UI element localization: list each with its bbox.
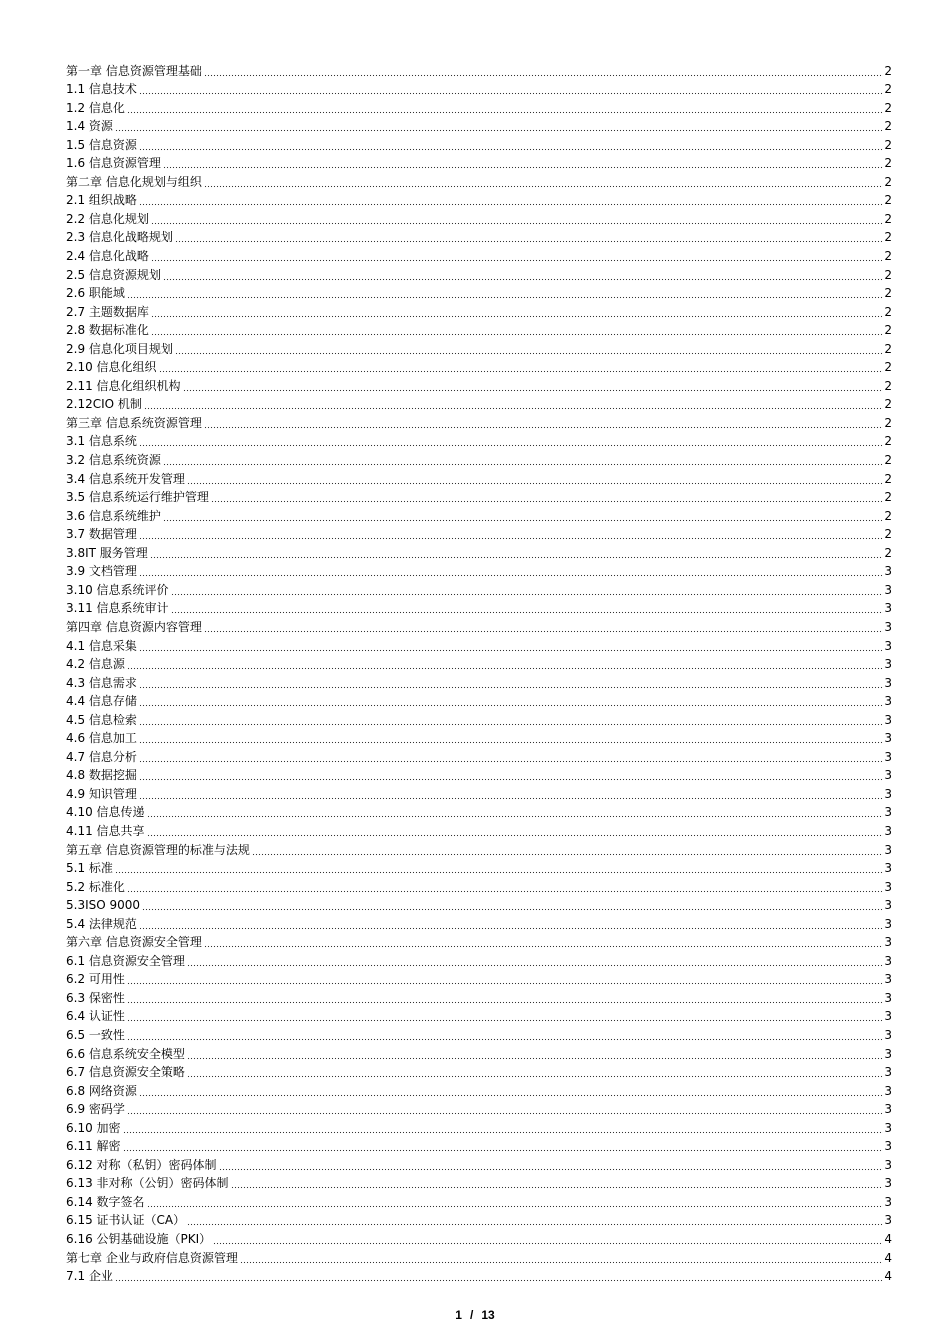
toc-entry-title: 6.12 对称（私钥）密码体制 <box>66 1157 217 1172</box>
toc-entry-title: 3.9 文档管理 <box>66 564 137 579</box>
toc-entry-title: 4.5 信息检索 <box>66 712 137 727</box>
toc-entry[interactable] <box>66 1081 892 1100</box>
toc-entry-page-number: 3 <box>884 953 892 968</box>
toc-entry-page-number: 2 <box>884 174 892 189</box>
toc-entry[interactable] <box>66 172 892 191</box>
dot-leader <box>115 1269 883 1282</box>
toc-entry-page-number: 2 <box>884 545 892 560</box>
dot-leader <box>139 750 883 763</box>
toc-entry-page-number: 3 <box>884 564 892 579</box>
toc-entry[interactable] <box>66 1063 892 1082</box>
toc-entry-title: 6.7 信息资源安全策略 <box>66 1065 185 1080</box>
toc-entry-title: 6.2 可用性 <box>66 972 125 987</box>
toc-entry-page-number: 3 <box>884 731 892 746</box>
toc-entry[interactable] <box>66 488 892 507</box>
dot-leader <box>151 323 883 336</box>
toc-entry-title: 第三章 信息系统资源管理 <box>66 415 202 430</box>
toc-entry-title: 4.10 信息传递 <box>66 805 145 820</box>
toc-entry-title: 6.6 信息系统安全模型 <box>66 1046 185 1061</box>
toc-entry-page-number: 3 <box>884 638 892 653</box>
toc-entry-page-number: 3 <box>884 972 892 987</box>
toc-entry[interactable] <box>66 228 892 247</box>
toc-entry-page-number: 2 <box>884 323 892 338</box>
toc-entry-page-number: 2 <box>884 508 892 523</box>
toc-entry[interactable] <box>66 506 892 525</box>
toc-entry[interactable] <box>66 803 892 822</box>
dot-leader <box>163 156 883 169</box>
toc-entry[interactable] <box>66 1248 892 1267</box>
toc-entry[interactable] <box>66 747 892 766</box>
dot-leader <box>139 731 883 744</box>
dot-leader <box>139 138 883 151</box>
toc-entry-page-number: 2 <box>884 527 892 542</box>
toc-entry-title: 3.2 信息系统资源 <box>66 453 161 468</box>
toc-entry[interactable] <box>66 859 892 878</box>
toc-entry[interactable] <box>66 543 892 562</box>
toc-entry[interactable] <box>66 117 892 136</box>
toc-entry-title: 6.5 一致性 <box>66 1027 125 1042</box>
dot-leader <box>171 583 884 596</box>
toc-entry[interactable] <box>66 358 892 377</box>
dot-leader <box>159 360 884 373</box>
dot-leader <box>204 935 884 948</box>
dot-leader <box>127 1009 883 1022</box>
dot-leader <box>252 843 884 856</box>
toc-entry-title: 6.4 认证性 <box>66 1009 125 1024</box>
toc-entry[interactable] <box>66 580 892 599</box>
toc-entry-page-number: 3 <box>884 1065 892 1080</box>
toc-entry-title: 4.2 信息源 <box>66 657 125 672</box>
toc-entry-title: 3.5 信息系统运行维护管理 <box>66 490 209 505</box>
toc-entry[interactable] <box>66 1174 892 1193</box>
toc-entry-title: 7.1 企业 <box>66 1269 113 1284</box>
toc-entry[interactable] <box>66 1211 892 1230</box>
dot-leader <box>139 1084 883 1097</box>
toc-entry[interactable] <box>66 562 892 581</box>
toc-entry[interactable] <box>66 61 892 80</box>
dot-leader <box>219 1158 884 1171</box>
toc-entry-title: 5.2 标准化 <box>66 879 125 894</box>
toc-entry-page-number: 3 <box>884 712 892 727</box>
dot-leader <box>127 991 883 1004</box>
dot-leader <box>204 64 884 77</box>
dot-leader <box>183 379 884 392</box>
toc-entry-title: 3.6 信息系统维护 <box>66 508 161 523</box>
dot-leader <box>127 880 883 893</box>
toc-entry-title: 2.5 信息资源规划 <box>66 267 161 282</box>
toc-entry-page-number: 3 <box>884 694 892 709</box>
toc-entry-page-number: 2 <box>884 249 892 264</box>
toc-entry[interactable] <box>66 766 892 785</box>
dot-leader <box>139 713 883 726</box>
toc-entry[interactable] <box>66 469 892 488</box>
dot-leader <box>171 601 884 614</box>
toc-entry-title: 4.7 信息分析 <box>66 749 137 764</box>
toc-entry-title: 6.1 信息资源安全管理 <box>66 953 185 968</box>
dot-leader <box>147 805 884 818</box>
toc-entry-title: 5.1 标准 <box>66 861 113 876</box>
dot-leader <box>115 861 883 874</box>
toc-entry-title: 4.8 数据挖掘 <box>66 768 137 783</box>
toc-entry-title: 3.4 信息系统开发管理 <box>66 471 185 486</box>
toc-entry-title: 4.1 信息采集 <box>66 638 137 653</box>
toc-entry-title: 4.6 信息加工 <box>66 731 137 746</box>
toc-entry-title: 4.9 知识管理 <box>66 786 137 801</box>
toc-entry-title: 2.3 信息化战略规划 <box>66 230 173 245</box>
toc-entry[interactable] <box>66 1025 892 1044</box>
toc-entry[interactable] <box>66 1007 892 1026</box>
dot-leader <box>204 175 884 188</box>
toc-entry-page-number: 2 <box>884 211 892 226</box>
dot-leader <box>151 305 883 318</box>
dot-leader <box>139 694 883 707</box>
toc-entry[interactable] <box>66 302 892 321</box>
toc-entry[interactable] <box>66 1229 892 1248</box>
toc-entry[interactable] <box>66 1118 892 1137</box>
toc-entry-page-number: 3 <box>884 898 892 913</box>
toc-entry-title: 6.10 加密 <box>66 1120 121 1135</box>
toc-entry[interactable] <box>66 636 892 655</box>
dot-leader <box>163 453 883 466</box>
toc-entry[interactable] <box>66 246 892 265</box>
toc-entry-page-number: 3 <box>884 916 892 931</box>
toc-entry[interactable] <box>66 988 892 1007</box>
toc-entry[interactable] <box>66 1192 892 1211</box>
page-separator: / <box>469 1308 474 1322</box>
dot-leader <box>127 657 883 670</box>
toc-entry-title: 第二章 信息化规划与组织 <box>66 174 202 189</box>
toc-entry[interactable] <box>66 191 892 210</box>
toc-entry[interactable] <box>66 450 892 469</box>
toc-entry-title: 4.4 信息存储 <box>66 694 137 709</box>
toc-entry-title: 3.7 数据管理 <box>66 527 137 542</box>
dot-leader <box>123 1139 884 1152</box>
toc-entry-page-number: 3 <box>884 786 892 801</box>
toc-entry[interactable] <box>66 135 892 154</box>
toc-entry-page-number: 3 <box>884 601 892 616</box>
dot-leader <box>187 472 883 485</box>
toc-entry-page-number: 2 <box>884 490 892 505</box>
dot-leader <box>211 490 883 503</box>
toc-entry-title: 2.7 主题数据库 <box>66 304 149 319</box>
toc-entry[interactable] <box>66 970 892 989</box>
toc-entry-page-number: 4 <box>884 1232 892 1246</box>
dot-leader <box>127 1102 883 1115</box>
dot-leader <box>163 268 883 281</box>
toc-entry-page-number: 2 <box>884 193 892 208</box>
toc-entry[interactable] <box>66 655 892 674</box>
toc-entry-page-number: 2 <box>884 230 892 245</box>
toc-entry-title: 第六章 信息资源安全管理 <box>66 935 202 950</box>
dot-leader <box>213 1232 883 1245</box>
dot-leader <box>139 768 883 781</box>
toc-entry-title: 2.4 信息化战略 <box>66 249 149 264</box>
toc-entry-title: 2.12CIO 机制 <box>66 397 142 412</box>
toc-entry-page-number: 2 <box>884 100 892 115</box>
toc-entry[interactable] <box>66 784 892 803</box>
toc-entry[interactable] <box>66 617 892 636</box>
dot-leader <box>147 824 884 837</box>
toc-entry-title: 3.10 信息系统评价 <box>66 582 169 597</box>
toc-entry-page-number: 3 <box>884 805 892 820</box>
toc-entry-title: 2.1 组织战略 <box>66 193 137 208</box>
toc-entry-page-number: 3 <box>884 1083 892 1098</box>
toc-entry-title: 2.9 信息化项目规划 <box>66 341 173 356</box>
toc-entry-page-number: 3 <box>884 1027 892 1042</box>
dot-leader <box>115 119 883 132</box>
dot-leader <box>151 212 883 225</box>
toc-entry[interactable] <box>66 673 892 692</box>
page-number-footer <box>0 1308 950 1322</box>
dot-leader <box>139 527 883 540</box>
toc-entry[interactable] <box>66 339 892 358</box>
dot-leader <box>187 1047 883 1060</box>
dot-leader <box>127 286 883 299</box>
dot-leader <box>139 639 883 652</box>
toc-entry-title: 5.4 法律规范 <box>66 916 137 931</box>
toc-entry-title: 3.8IT 服务管理 <box>66 545 148 560</box>
dot-leader <box>127 1028 883 1041</box>
toc-entry-page-number: 3 <box>884 935 892 950</box>
toc-entry[interactable] <box>66 1100 892 1119</box>
dot-leader <box>139 564 883 577</box>
toc-entry[interactable] <box>66 877 892 896</box>
toc-entry-page-number: 3 <box>884 1157 892 1172</box>
dot-leader <box>240 1251 884 1264</box>
dot-leader <box>127 972 883 985</box>
dot-leader <box>163 509 883 522</box>
toc-entry-title: 6.8 网络资源 <box>66 1083 137 1098</box>
dot-leader <box>187 1213 883 1226</box>
toc-entry-page-number: 4 <box>884 1250 892 1265</box>
toc-entry-title: 2.6 职能域 <box>66 286 125 301</box>
toc-entry-page-number: 3 <box>884 1213 892 1228</box>
toc-entry[interactable] <box>66 80 892 99</box>
toc-entry-page-number: 2 <box>884 119 892 134</box>
toc-entry[interactable] <box>66 284 892 303</box>
toc-entry-page-number: 2 <box>884 453 892 468</box>
toc-entry-page-number: 2 <box>884 378 892 393</box>
toc-entry-page-number: 3 <box>884 1139 892 1154</box>
toc-entry-title: 2.2 信息化规划 <box>66 211 149 226</box>
toc-entry-page-number: 3 <box>884 823 892 838</box>
dot-leader <box>142 898 883 911</box>
toc-entry-page-number: 2 <box>884 434 892 449</box>
toc-entry-title: 6.9 密码学 <box>66 1102 125 1117</box>
toc-entry[interactable] <box>66 821 892 840</box>
toc-entry-title: 2.11 信息化组织机构 <box>66 378 181 393</box>
toc-entry-page-number: 3 <box>884 582 892 597</box>
toc-entry-page-number: 2 <box>884 341 892 356</box>
toc-entry[interactable] <box>66 395 892 414</box>
toc-entry[interactable] <box>66 710 892 729</box>
toc-entry-page-number: 2 <box>884 360 892 375</box>
toc-entry[interactable] <box>66 265 892 284</box>
dot-leader <box>204 416 884 429</box>
toc-entry-page-number: 3 <box>884 1120 892 1135</box>
toc-entry-page-number: 2 <box>884 397 892 412</box>
toc-entry-page-number: 3 <box>884 1176 892 1191</box>
toc-entry[interactable] <box>66 209 892 228</box>
toc-entry-page-number: 3 <box>884 879 892 894</box>
toc-entry-title: 1.5 信息资源 <box>66 137 137 152</box>
toc-entry-page-number: 2 <box>884 63 892 78</box>
toc-entry-title: 1.6 信息资源管理 <box>66 156 161 171</box>
toc-entry-page-number: 2 <box>884 415 892 430</box>
dot-leader <box>175 230 883 243</box>
toc-entry-page-number: 3 <box>884 1102 892 1117</box>
toc-entry-page-number: 3 <box>884 990 892 1005</box>
toc-entry-page-number: 2 <box>884 267 892 282</box>
toc-entry-page-number: 3 <box>884 861 892 876</box>
dot-leader <box>123 1121 884 1134</box>
dot-leader <box>139 82 883 95</box>
toc-entry[interactable] <box>66 1267 892 1286</box>
toc-entry-page-number: 3 <box>884 1009 892 1024</box>
toc-entry[interactable] <box>66 599 892 618</box>
toc-entry-title: 4.11 信息共享 <box>66 823 145 838</box>
dot-leader <box>139 787 883 800</box>
toc-entry-title: 3.11 信息系统审计 <box>66 601 169 616</box>
toc-entry-title: 6.16 公钥基础设施（PKI） <box>66 1232 212 1246</box>
toc-entry-title: 6.13 非对称（公钥）密码体制 <box>66 1176 229 1191</box>
toc-entry[interactable] <box>66 840 892 859</box>
toc-entry-title: 6.11 解密 <box>66 1139 121 1154</box>
toc-entry[interactable] <box>66 1044 892 1063</box>
dot-leader <box>187 954 883 967</box>
toc-entry[interactable] <box>66 1155 892 1174</box>
dot-leader <box>204 620 884 633</box>
toc-entry-page-number: 3 <box>884 1046 892 1061</box>
toc-entry[interactable] <box>66 525 892 544</box>
toc-entry-title: 第七章 企业与政府信息资源管理 <box>66 1250 238 1265</box>
toc-entry-title: 4.3 信息需求 <box>66 675 137 690</box>
toc-entry[interactable] <box>66 321 892 340</box>
toc-entry-title: 1.2 信息化 <box>66 100 125 115</box>
toc-entry[interactable] <box>66 432 892 451</box>
toc-entry[interactable] <box>66 933 892 952</box>
dot-leader <box>139 434 883 447</box>
toc-entry[interactable] <box>66 1137 892 1156</box>
toc-entry-title: 2.10 信息化组织 <box>66 360 157 375</box>
toc-entry-page-number: 3 <box>884 842 892 857</box>
table-of-contents <box>66 61 892 1285</box>
toc-entry-page-number: 3 <box>884 657 892 672</box>
toc-entry-title: 第一章 信息资源管理基础 <box>66 63 202 78</box>
toc-entry[interactable] <box>66 98 892 117</box>
toc-entry-page-number: 3 <box>884 749 892 764</box>
toc-entry-title: 1.4 资源 <box>66 119 113 134</box>
toc-entry-title: 第四章 信息资源内容管理 <box>66 619 202 634</box>
toc-entry-title: 6.14 数字签名 <box>66 1194 145 1209</box>
toc-entry-page-number: 3 <box>884 768 892 783</box>
toc-entry[interactable] <box>66 914 892 933</box>
toc-entry[interactable] <box>66 951 892 970</box>
toc-entry[interactable] <box>66 413 892 432</box>
dot-leader <box>139 676 883 689</box>
dot-leader <box>187 1065 883 1078</box>
toc-entry-title: 第五章 信息资源管理的标准与法规 <box>66 842 250 857</box>
toc-entry[interactable] <box>66 692 892 711</box>
dot-leader <box>150 546 884 559</box>
dot-leader <box>147 1195 884 1208</box>
toc-entry-title: 6.15 证书认证（CA） <box>66 1213 186 1228</box>
toc-entry[interactable] <box>66 154 892 173</box>
toc-entry-page-number: 3 <box>884 619 892 634</box>
dot-leader <box>175 342 883 355</box>
toc-entry-page-number: 2 <box>884 304 892 319</box>
dot-leader <box>127 101 883 114</box>
toc-entry-page-number: 3 <box>884 1194 892 1209</box>
toc-entry-title: 6.3 保密性 <box>66 990 125 1005</box>
dot-leader <box>139 193 883 206</box>
current-page-number: 1 <box>455 1308 462 1322</box>
dot-leader <box>151 249 883 262</box>
toc-entry-page-number: 2 <box>884 286 892 301</box>
toc-entry-page-number: 2 <box>884 82 892 97</box>
toc-entry-title: 1.1 信息技术 <box>66 82 137 97</box>
toc-entry-page-number: 3 <box>884 675 892 690</box>
dot-leader <box>139 917 883 930</box>
toc-entry-page-number: 2 <box>884 156 892 171</box>
dot-leader <box>231 1176 884 1189</box>
toc-entry-title: 2.8 数据标准化 <box>66 323 149 338</box>
dot-leader <box>144 397 883 410</box>
toc-entry-page-number: 2 <box>884 471 892 486</box>
toc-entry[interactable] <box>66 729 892 748</box>
total-pages: 13 <box>481 1308 495 1322</box>
toc-entry-title: 5.3ISO 9000 <box>66 898 141 913</box>
toc-entry[interactable] <box>66 376 892 395</box>
toc-entry-title: 3.1 信息系统 <box>66 434 137 449</box>
toc-entry-page-number: 2 <box>884 137 892 152</box>
toc-entry[interactable] <box>66 896 892 915</box>
toc-entry-page-number: 4 <box>884 1269 892 1284</box>
